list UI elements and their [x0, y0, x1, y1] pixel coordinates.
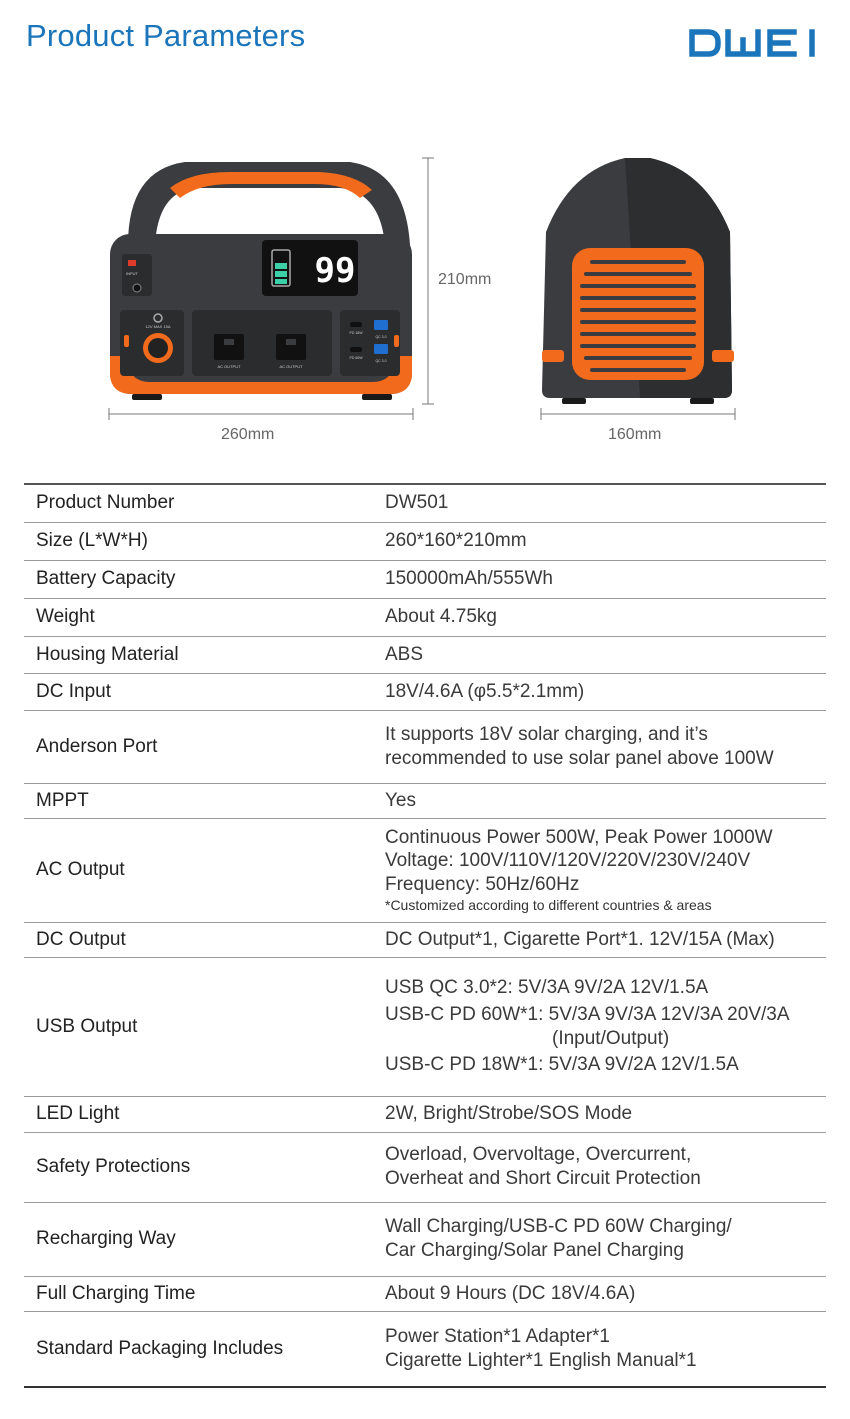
- spec-value: About 9 Hours (DC 18V/4.6A): [373, 1276, 826, 1311]
- page-title: Product Parameters: [26, 18, 306, 53]
- table-row: [24, 783, 826, 818]
- spec-value-line: Overload, Overvoltage, Overcurrent,: [385, 1144, 692, 1166]
- table-row: [24, 560, 826, 598]
- spec-note: *Customized according to different countries & areas: [385, 896, 712, 913]
- height-label: 210mm: [438, 271, 492, 288]
- spec-key: Safety Protections: [24, 1132, 373, 1202]
- brand-logo: [688, 26, 826, 60]
- dimension-lines-side: [541, 408, 735, 420]
- table-row: [24, 598, 826, 636]
- product-drawing: [0, 150, 850, 460]
- spec-value-line: Overheat and Short Circuit Protection: [385, 1168, 701, 1189]
- spec-value-line: USB-C PD 60W*1: 5V/3A 9V/3A 12V/3A 20V/3A: [385, 1003, 790, 1025]
- spec-key: LED Light: [24, 1096, 373, 1132]
- spec-key: DC Output: [24, 922, 373, 957]
- spec-key: Full Charging Time: [24, 1276, 373, 1311]
- ac-label-2: AC OUTPUT: [279, 364, 303, 369]
- pd60-label: PD 60W: [349, 356, 363, 360]
- width-label: 160mm: [608, 426, 662, 443]
- input-label: INPUT: [126, 271, 138, 276]
- table-row: [24, 673, 826, 710]
- table-row: [24, 1096, 826, 1132]
- pd18-label: PD 18W: [349, 331, 363, 335]
- table-row: [24, 484, 826, 522]
- table-row: [24, 636, 826, 673]
- spec-key: Weight: [24, 598, 373, 636]
- spec-value-line: Voltage: 100V/110V/120V/220V/230V/240V: [385, 850, 751, 872]
- spec-key: Anderson Port: [24, 710, 373, 783]
- table-row: [24, 922, 826, 957]
- spec-value-line: Power Station*1 Adapter*1: [385, 1326, 610, 1347]
- spec-key: Standard Packaging Includes: [24, 1311, 373, 1387]
- spec-value-line: USB-C PD 18W*1: 5V/3A 9V/2A 12V/1.5A: [385, 1054, 739, 1076]
- spec-value-line: recommended to use solar panel above 100W: [385, 747, 774, 769]
- spec-key: DC Input: [24, 673, 373, 710]
- table-row: [24, 957, 826, 1096]
- qc-label-2: QC 3.0: [375, 359, 387, 363]
- spec-key: USB Output: [24, 957, 373, 1096]
- table-row: [24, 522, 826, 560]
- product-illustration: [0, 150, 850, 460]
- spec-key: Size (L*W*H): [24, 522, 373, 560]
- spec-value: 18V/4.6A (φ5.5*2.1mm): [373, 673, 826, 710]
- table-row: [24, 1311, 826, 1387]
- spec-value: 2W, Bright/Strobe/SOS Mode: [373, 1096, 826, 1132]
- table-row: [24, 710, 826, 783]
- spec-value: 260*160*210mm: [373, 522, 826, 560]
- qc-label-1: QC 3.0: [375, 335, 387, 339]
- table-row: [24, 818, 826, 922]
- table-row: [24, 1132, 826, 1202]
- spec-value-line: Frequency: 50Hz/60Hz: [385, 874, 580, 896]
- spec-value: About 4.75kg: [373, 598, 826, 636]
- spec-value: 150000mAh/555Wh: [373, 560, 826, 598]
- spec-value-line: Cigarette Lighter*1 English Manual*1: [385, 1349, 697, 1371]
- spec-value-line: Wall Charging/USB-C PD 60W Charging/: [385, 1216, 732, 1238]
- spec-value-line: USB QC 3.0*2: 5V/3A 9V/2A 12V/1.5A: [385, 977, 709, 998]
- spec-key: Battery Capacity: [24, 560, 373, 598]
- spec-value-line: Continuous Power 500W, Peak Power 1000W: [385, 826, 773, 848]
- cig-label: 12V MAX 15A: [145, 324, 171, 329]
- spec-table: [24, 483, 826, 1388]
- side-view: [542, 158, 734, 404]
- spec-value: Yes: [373, 783, 826, 818]
- spec-key: MPPT: [24, 783, 373, 818]
- spec-key: Recharging Way: [24, 1202, 373, 1276]
- spec-value-line: It supports 18V solar charging, and it’s: [385, 723, 708, 745]
- spec-value: ABS: [373, 636, 826, 673]
- front-view: [110, 162, 412, 400]
- length-label: 260mm: [221, 426, 275, 443]
- display-value: 99: [314, 251, 356, 291]
- spec-key: Housing Material: [24, 636, 373, 673]
- table-row: [24, 1276, 826, 1311]
- spec-value-line: (Input/Output): [552, 1027, 670, 1049]
- spec-value: DC Output*1, Cigarette Port*1. 12V/15A (Max): [373, 922, 826, 957]
- spec-value-line: Car Charging/Solar Panel Charging: [385, 1240, 684, 1261]
- table-row: [24, 1202, 826, 1276]
- spec-value: DW501: [373, 484, 826, 522]
- spec-key: Product Number: [24, 484, 373, 522]
- spec-key: AC Output: [24, 818, 373, 922]
- ac-label-1: AC OUTPUT: [217, 364, 241, 369]
